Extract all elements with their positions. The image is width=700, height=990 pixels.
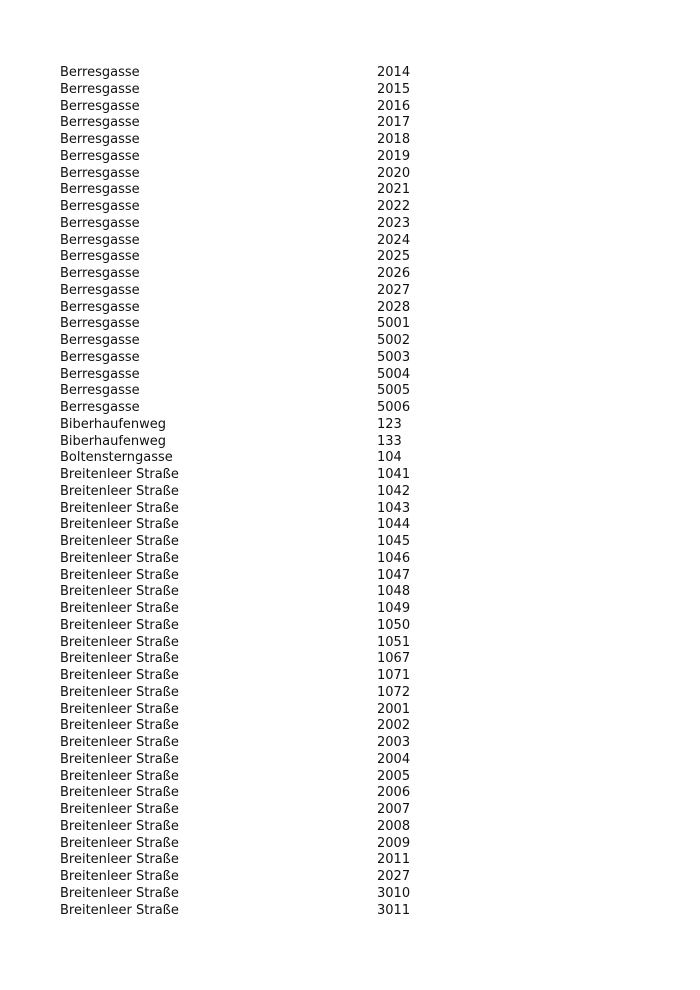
street-name-cell: Berresgasse <box>60 81 140 97</box>
table-row <box>60 551 480 568</box>
table-row <box>60 852 480 869</box>
number-cell: 2028 <box>377 299 411 315</box>
table-row <box>60 769 480 786</box>
table-row <box>60 785 480 802</box>
number-cell: 2016 <box>377 98 411 114</box>
table-row <box>60 802 480 819</box>
street-name-cell: Berresgasse <box>60 132 140 147</box>
table-row <box>60 584 480 601</box>
table-row <box>60 618 480 635</box>
address-table <box>60 65 480 919</box>
street-name-cell: Breitenleer Straße <box>60 818 179 834</box>
street-name-cell: Berresgasse <box>60 333 140 348</box>
table-row <box>60 182 480 199</box>
table-row <box>60 651 480 668</box>
number-cell: 2009 <box>377 835 411 851</box>
table-row <box>60 836 480 853</box>
street-name-cell: Berresgasse <box>60 148 140 164</box>
table-row <box>60 434 480 451</box>
number-cell: 1048 <box>377 584 411 600</box>
street-name-cell: Berresgasse <box>60 115 140 131</box>
number-cell: 2001 <box>377 701 411 717</box>
table-row <box>60 166 480 183</box>
street-name-cell: Berresgasse <box>60 98 140 114</box>
number-cell: 2026 <box>377 266 411 281</box>
street-name-cell: Berresgasse <box>60 199 140 214</box>
table-row <box>60 501 480 518</box>
table-row <box>60 484 480 501</box>
street-name-cell: Biberhaufenweg <box>60 416 167 432</box>
number-cell: 2003 <box>377 735 411 750</box>
street-name-cell: Breitenleer Straße <box>60 651 179 667</box>
number-cell: 133 <box>377 433 402 449</box>
number-cell: 2005 <box>377 768 411 784</box>
number-cell: 2017 <box>377 115 411 131</box>
number-cell: 2021 <box>377 182 411 198</box>
street-name-cell: Berresgasse <box>60 366 140 382</box>
number-cell: 2027 <box>377 282 411 298</box>
number-cell: 5003 <box>377 349 411 365</box>
table-row <box>60 350 480 367</box>
number-cell: 2014 <box>377 65 411 80</box>
table-row <box>60 517 480 534</box>
table-row <box>60 149 480 166</box>
table-row <box>60 367 480 384</box>
street-name-cell: Breitenleer Straße <box>60 517 179 533</box>
number-cell: 1050 <box>377 617 411 633</box>
number-cell: 123 <box>377 416 402 432</box>
table-row <box>60 199 480 216</box>
table-row <box>60 450 480 467</box>
table-row <box>60 266 480 283</box>
number-cell: 1042 <box>377 483 411 499</box>
table-row <box>60 99 480 116</box>
street-name-cell: Breitenleer Straße <box>60 668 179 683</box>
table-row <box>60 568 480 585</box>
table-row <box>60 702 480 719</box>
number-cell: 2020 <box>377 165 411 181</box>
number-cell: 1067 <box>377 651 411 667</box>
street-name-cell: Breitenleer Straße <box>60 835 179 851</box>
number-cell: 1046 <box>377 550 411 566</box>
street-name-cell: Biberhaufenweg <box>60 433 167 449</box>
table-row <box>60 283 480 300</box>
street-name-cell: Breitenleer Straße <box>60 735 179 750</box>
street-name-cell: Berresgasse <box>60 316 140 332</box>
street-name-cell: Breitenleer Straße <box>60 500 179 516</box>
number-cell: 3011 <box>377 902 411 918</box>
number-cell: 1072 <box>377 684 411 700</box>
street-name-cell: Breitenleer Straße <box>60 483 179 499</box>
number-cell: 2002 <box>377 718 411 734</box>
number-cell: 5004 <box>377 366 411 382</box>
number-cell: 5001 <box>377 316 411 332</box>
street-name-cell: Boltensterngasse <box>60 450 173 466</box>
number-cell: 1043 <box>377 500 411 516</box>
table-row <box>60 752 480 769</box>
number-cell: 2004 <box>377 751 411 767</box>
street-name-cell: Breitenleer Straße <box>60 869 179 884</box>
street-name-cell: Breitenleer Straße <box>60 684 179 700</box>
table-row <box>60 467 480 484</box>
street-name-cell: Breitenleer Straße <box>60 534 179 549</box>
table-row <box>60 300 480 317</box>
table-row <box>60 115 480 132</box>
number-cell: 3010 <box>377 885 411 901</box>
number-cell: 2018 <box>377 132 411 147</box>
street-name-cell: Breitenleer Straße <box>60 718 179 734</box>
number-cell: 2011 <box>377 852 411 868</box>
number-cell: 5005 <box>377 383 411 399</box>
street-name-cell: Breitenleer Straße <box>60 701 179 717</box>
number-cell: 1071 <box>377 668 411 683</box>
number-cell: 1049 <box>377 601 411 616</box>
table-row <box>60 249 480 266</box>
number-cell: 5006 <box>377 400 411 415</box>
street-name-cell: Breitenleer Straße <box>60 902 179 918</box>
table-row <box>60 718 480 735</box>
street-name-cell: Breitenleer Straße <box>60 768 179 784</box>
number-cell: 2025 <box>377 249 411 265</box>
number-cell: 2006 <box>377 785 411 801</box>
table-row <box>60 400 480 417</box>
street-name-cell: Breitenleer Straße <box>60 885 179 901</box>
street-name-cell: Breitenleer Straße <box>60 751 179 767</box>
street-name-cell: Berresgasse <box>60 349 140 365</box>
street-name-cell: Berresgasse <box>60 249 140 265</box>
table-row <box>60 333 480 350</box>
table-row <box>60 233 480 250</box>
number-cell: 2019 <box>377 148 411 164</box>
number-cell: 1044 <box>377 517 411 533</box>
table-row <box>60 886 480 903</box>
number-cell: 1051 <box>377 634 411 650</box>
number-cell: 1047 <box>377 567 411 583</box>
street-name-cell: Berresgasse <box>60 383 140 399</box>
number-cell: 2022 <box>377 199 411 214</box>
street-name-cell: Berresgasse <box>60 165 140 181</box>
table-row <box>60 65 480 82</box>
street-name-cell: Breitenleer Straße <box>60 601 179 616</box>
street-name-cell: Breitenleer Straße <box>60 617 179 633</box>
street-name-cell: Berresgasse <box>60 65 140 80</box>
street-name-cell: Berresgasse <box>60 266 140 281</box>
number-cell: 2007 <box>377 802 411 817</box>
table-row <box>60 383 480 400</box>
number-cell: 1041 <box>377 467 411 482</box>
street-name-cell: Berresgasse <box>60 400 140 415</box>
street-name-cell: Breitenleer Straße <box>60 567 179 583</box>
street-name-cell: Breitenleer Straße <box>60 852 179 868</box>
street-name-cell: Breitenleer Straße <box>60 550 179 566</box>
number-cell: 2008 <box>377 818 411 834</box>
table-row <box>60 685 480 702</box>
number-cell: 2027 <box>377 869 411 884</box>
number-cell: 2015 <box>377 81 411 97</box>
table-row <box>60 869 480 886</box>
street-name-cell: Breitenleer Straße <box>60 467 179 482</box>
table-row <box>60 601 480 618</box>
street-name-cell: Breitenleer Straße <box>60 802 179 817</box>
street-name-cell: Breitenleer Straße <box>60 785 179 801</box>
street-name-cell: Breitenleer Straße <box>60 634 179 650</box>
number-cell: 2023 <box>377 215 411 231</box>
table-row <box>60 132 480 149</box>
street-name-cell: Berresgasse <box>60 232 140 248</box>
number-cell: 104 <box>377 450 402 466</box>
table-row <box>60 668 480 685</box>
street-name-cell: Berresgasse <box>60 282 140 298</box>
table-row <box>60 819 480 836</box>
table-row <box>60 735 480 752</box>
street-name-cell: Berresgasse <box>60 215 140 231</box>
table-row <box>60 534 480 551</box>
table-row <box>60 635 480 652</box>
number-cell: 2024 <box>377 232 411 248</box>
table-row <box>60 903 480 920</box>
number-cell: 1045 <box>377 534 411 549</box>
table-row <box>60 417 480 434</box>
street-name-cell: Berresgasse <box>60 299 140 315</box>
table-row <box>60 316 480 333</box>
street-name-cell: Berresgasse <box>60 182 140 198</box>
table-row <box>60 216 480 233</box>
number-cell: 5002 <box>377 333 411 348</box>
table-row <box>60 82 480 99</box>
street-name-cell: Breitenleer Straße <box>60 584 179 600</box>
